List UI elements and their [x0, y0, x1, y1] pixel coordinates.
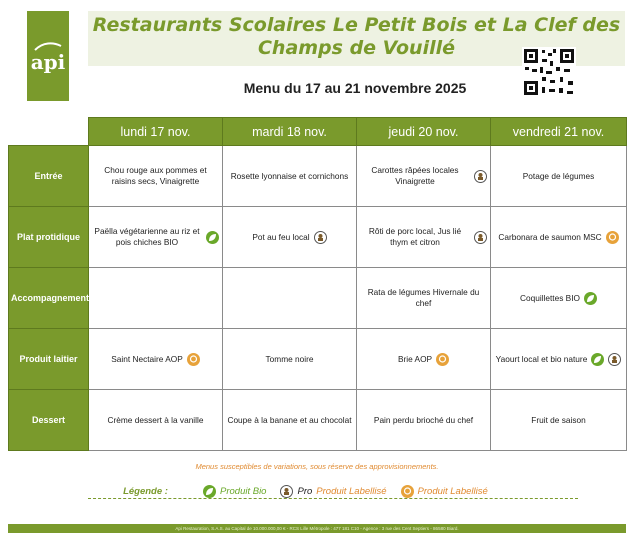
course-label: Accompagnement	[9, 268, 89, 329]
menu-row	[9, 329, 627, 390]
dish-text: Brie AOP	[397, 353, 433, 364]
dish-text: Chou rouge aux pommes et raisins secs, Vinaigrette	[104, 165, 207, 186]
bio-leaf-icon	[203, 485, 216, 498]
dish-text: Rosette lyonnaise et cornichons	[230, 170, 349, 181]
dish-text: Crème dessert à la vanille	[107, 414, 204, 425]
pro-farmer-icon	[608, 353, 621, 366]
availability-note: Menus susceptibles de variations, sous réserve des approvisionnements.	[195, 462, 439, 471]
dish-text: Coupe à la banane et au chocolat	[227, 414, 352, 425]
menu-cell	[357, 268, 491, 329]
pro-farmer-icon	[280, 485, 293, 498]
legend-pro-prefix: Pro	[297, 485, 313, 497]
menu-cell	[357, 146, 491, 207]
menu-cell	[223, 268, 357, 329]
dish-text: Carbonara de saumon MSC	[498, 231, 602, 242]
day-header-row	[9, 118, 627, 146]
menu-row	[9, 146, 627, 207]
day-header-jeudi: jeudi 20 nov.	[357, 118, 491, 146]
menu-cell	[89, 268, 223, 329]
menu-cell	[89, 329, 223, 390]
course-label: Plat protidique	[9, 207, 89, 268]
dish-text: Coquillettes BIO	[520, 292, 580, 303]
menu-cell	[223, 146, 357, 207]
label-rosette-icon	[187, 353, 200, 366]
menu-row	[9, 390, 627, 451]
legend-pro-label: Produit Labellisé	[316, 485, 387, 497]
bio-leaf-icon	[206, 231, 219, 244]
menu-cell	[357, 390, 491, 451]
label-rosette-icon	[436, 353, 449, 366]
dish-text: Pain perdu brioché du chef	[373, 414, 474, 425]
legend-bio	[203, 485, 266, 498]
menu-cell	[89, 390, 223, 451]
dish-text: Potage de légumes	[522, 170, 595, 181]
course-label: Produit laitier	[9, 329, 89, 390]
page-title: Restaurants Scolaires Le Petit Bois et La Clef des Champs de Vouillé	[92, 14, 621, 59]
pro-farmer-icon	[314, 231, 327, 244]
legend-label-text: Produit Labellisé	[417, 485, 488, 497]
pro-farmer-icon	[474, 231, 487, 244]
dish-text: Carottes râpées locales Vinaigrette	[371, 165, 459, 186]
dish-text: Paëlla végétarienne au riz et pois chiches BIO	[94, 226, 200, 247]
course-label: Entrée	[9, 146, 89, 207]
dish-text: Yaourt local et bio nature	[495, 353, 588, 364]
bio-leaf-icon	[591, 353, 604, 366]
legend-pro	[280, 485, 386, 498]
menu-cell	[357, 329, 491, 390]
legend-title: Légende :	[123, 485, 168, 497]
menu-row	[9, 268, 627, 329]
label-rosette-icon	[606, 231, 619, 244]
menu-cell	[89, 146, 223, 207]
dish-text: Saint Nectaire AOP	[111, 353, 183, 364]
pro-farmer-icon	[474, 170, 487, 183]
menu-cell	[223, 329, 357, 390]
dish-text: Rôti de porc local, Jus lié thym et citron	[368, 226, 462, 247]
menu-cell	[491, 268, 627, 329]
dish-text: Tomme noire	[265, 353, 314, 364]
day-header-lundi: lundi 17 nov.	[89, 118, 223, 146]
dish-text: Fruit de saison	[531, 414, 586, 425]
legend	[88, 484, 578, 499]
day-header-mardi: mardi 18 nov.	[223, 118, 357, 146]
corner-cell	[9, 118, 89, 146]
menu-dates: Menu du 17 au 21 novembre 2025	[243, 80, 467, 96]
day-header-vendredi: vendredi 21 nov.	[491, 118, 627, 146]
bio-leaf-icon	[584, 292, 597, 305]
menu-cell	[491, 146, 627, 207]
menu-table	[8, 117, 627, 451]
legend-label	[401, 485, 488, 498]
menu-cell	[357, 207, 491, 268]
legend-bio-label: Produit Bio	[220, 485, 267, 497]
dish-text: Pot au feu local	[252, 231, 310, 242]
menu-cell	[223, 207, 357, 268]
course-label: Dessert	[9, 390, 89, 451]
logo-text: api	[30, 50, 66, 74]
menu-cell	[491, 390, 627, 451]
api-logo	[27, 11, 69, 101]
label-rosette-icon	[401, 485, 414, 498]
menu-cell	[89, 207, 223, 268]
menu-row	[9, 207, 627, 268]
footer: Api Restauration, S.A.S. au Capital de 10.000.000,00 € - RCS Lille Métropole : 477 181 C10 - Agence : 3 rue des Cent Septiers - 86580 Biard.	[8, 524, 626, 533]
menu-cell	[223, 390, 357, 451]
dish-text: Rata de légumes Hivernale du chef	[367, 287, 480, 308]
menu-cell	[491, 207, 627, 268]
menu-cell	[491, 329, 627, 390]
